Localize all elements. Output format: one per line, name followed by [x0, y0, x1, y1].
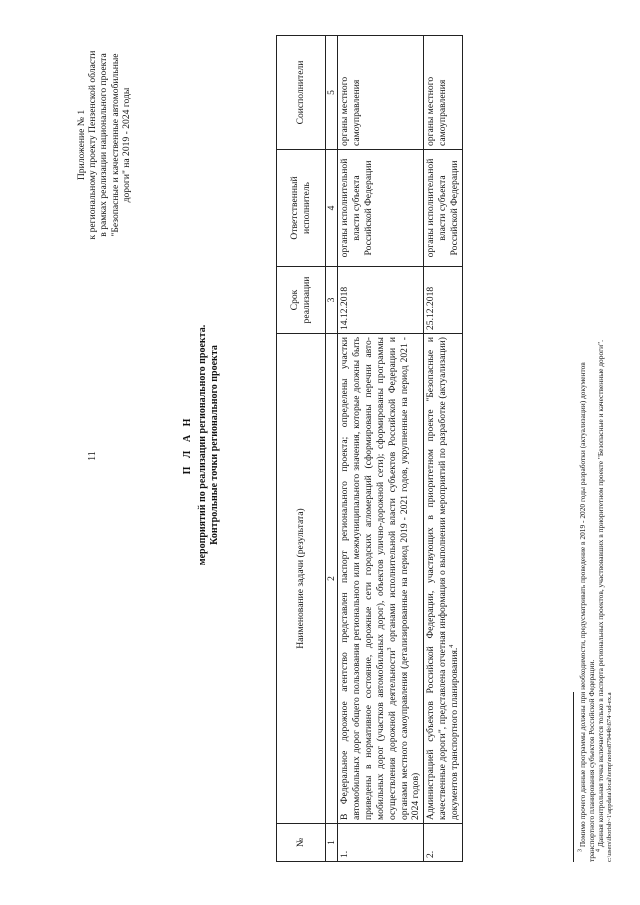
plan-subtitle-2: Контрольные точки регионального проекта [209, 345, 220, 545]
responsible-cell: органы исполнительной власти субъекта Российской Федерации [338, 150, 424, 267]
plan-heading [182, 165, 222, 725]
column-number-row [326, 36, 338, 862]
footnote-ref: 3 [386, 647, 393, 651]
task-cell [424, 334, 463, 824]
column-number: 2 [326, 334, 338, 824]
plan-table [276, 35, 463, 862]
task-text: В Федеральное дорожное агентство представлен паспорт регионального проекта; определены участки автомобильных дорог общего пользования регионального или межмуниципального значения, которые должны быть приведены в нормативное состояние, дорожные сети городских агломераций (сформированы перечни авто-мобильных дорог (участков автомобильных дорог), объектов улично-дорожной сети); сформированы программы осуществления дорожной деятельности [339, 337, 398, 820]
footnote-4-text: Данная контрольная точка включается только в паспорта региональных проектов, участвовавших в приоритетном проекте "Безопасные и качественные дороги". [596, 340, 605, 849]
column-number: 3 [326, 267, 338, 334]
task-text: Администрацией субъектов Российской Федерации, участвующих в приоритетном проекте "Безопасные и качественные дороги", представлена отчетная информация о выполнении мероприятий по разработке (актуализации) документов транспортного планирования. [425, 337, 461, 820]
row-number: 1. [338, 824, 424, 862]
header-deadline: Срок реализации [277, 267, 326, 334]
appendix-note [76, 25, 132, 265]
task-cell [338, 334, 424, 824]
footnote-3-text: Помимо прочего данные программы должны при необходимости, предусматривать проведение в 2019 - 2020 годы разработки (актуализации) документов [578, 362, 587, 849]
row-number: 2. [424, 824, 463, 862]
appendix-line-5: дороги" на 2019 - 2024 годы [120, 87, 132, 203]
plan-title: П Л А Н [182, 415, 193, 475]
header-num: № [277, 824, 326, 862]
coexecutors-cell: органы местного самоуправления [338, 36, 424, 150]
table-header-row [277, 36, 326, 862]
column-number: 5 [326, 36, 338, 150]
footnote-3-cont: транспортного планирования субъектов Российской Федерации. [587, 659, 596, 862]
table-row [338, 36, 424, 862]
footnotes [578, 34, 614, 862]
header-coexecutors: Соисполнители [277, 36, 326, 150]
page-number: 11 [87, 451, 98, 461]
header-responsible: Ответственный исполнитель [277, 150, 326, 267]
plan-subtitle: мероприятий по реализации регионального проекта. [196, 324, 208, 566]
appendix-line-3: в рамках реализации национального проекта [98, 53, 110, 237]
coexecutors-cell: органы местного самоуправления [424, 36, 463, 150]
deadline-cell: 14.12.2018 [338, 267, 424, 334]
footnote-3 [578, 34, 587, 862]
footnote-mark: 3 [577, 849, 584, 852]
footnote-mark: 4 [595, 849, 602, 852]
column-number: 1 [326, 824, 338, 862]
footnote-divider [573, 692, 574, 862]
appendix-line-4: "Безопасные и качественные автомобильные [109, 53, 121, 237]
footnote-ref: 4 [448, 644, 455, 648]
table-row [424, 36, 463, 862]
task-text-cont: органами исполнительной власти субъектов Российской Федерации и органами местного самоуправления (детализированные на период 2019 - 2021 годов, укрупненные на период 2021 - 2024 годов) [386, 337, 422, 820]
deadline-cell: 25.12.2018 [424, 267, 463, 334]
appendix-line-1: Приложение № 1 [76, 109, 87, 181]
file-path: c:\users\iborisb~1\appdata\local\temp\notes87944b\674~ud-ex.a [606, 692, 613, 862]
column-number: 4 [326, 150, 338, 267]
appendix-line-2: к региональному проекту Пензенской области [87, 50, 99, 240]
header-task: Наименование задачи (результата) [277, 334, 326, 824]
footnote-4 [596, 34, 605, 862]
responsible-cell: органы исполнительной власти субъекта Российской Федерации [424, 150, 463, 267]
